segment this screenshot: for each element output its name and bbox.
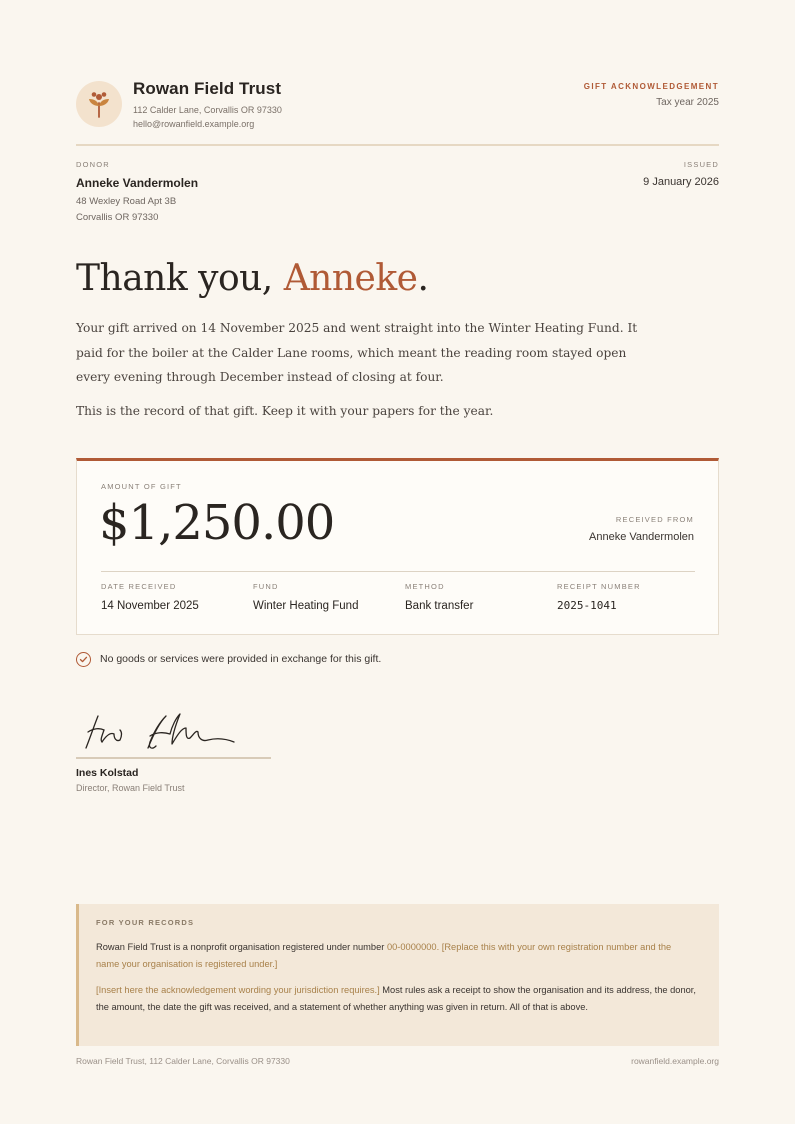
body-paragraph-1: Your gift arrived on 14 November 2025 and went straight into the Winter Heating Fund. It paid for the boiler at the Calder Lane rooms, which meant the reading room stayed open every evening through December instead of closing at four. — [76, 321, 638, 384]
tax-year: Tax year 2025 — [656, 97, 719, 108]
header-divider — [76, 144, 719, 146]
jurisdiction-text: Most rules ask a receipt to show the organisation and its address, the donor, the amount, the date the gift was received, and a statement of whether anything was given in return. All of that is above. — [96, 985, 696, 1012]
handwritten-signature — [78, 706, 238, 754]
thank-you-suffix: . — [417, 258, 429, 299]
detail-receipt-number — [557, 582, 641, 614]
records-paragraph-1 — [96, 939, 697, 972]
received-from-label: RECEIVED FROM — [615, 515, 694, 524]
receipt-page — [76, 0, 719, 1124]
registration-number: 00-0000000. — [386, 942, 440, 952]
detail-value: 14 November 2025 — [101, 600, 199, 612]
thank-you-name: Anneke — [283, 258, 418, 299]
receipt-header — [76, 78, 719, 144]
document-type: GIFT ACKNOWLEDGEMENT — [583, 82, 719, 91]
issued-date: 9 January 2026 — [643, 176, 719, 188]
jurisdiction-placeholder: [Insert here the acknowledgement wording your jurisdiction requires.] — [96, 985, 380, 995]
no-goods-statement — [76, 651, 381, 667]
registration-text: Rowan Field Trust is a nonprofit organisation registered under number — [96, 942, 387, 952]
gift-amount: $1,250.00 — [99, 495, 335, 551]
detail-method — [405, 582, 473, 614]
detail-label: DATE RECEIVED — [101, 582, 177, 591]
detail-date-received — [101, 582, 199, 614]
body-paragraph-2: This is the record of that gift. Keep it with your papers for the year. — [76, 404, 494, 418]
footer-address: Rowan Field Trust, 112 Calder Lane, Corvallis OR 97330 — [76, 1056, 290, 1066]
detail-fund — [253, 582, 358, 614]
detail-label: FUND — [253, 582, 279, 591]
card-divider — [101, 571, 695, 572]
received-from-name: Anneke Vandermolen — [589, 531, 694, 543]
records-label: FOR YOUR RECORDS — [96, 918, 195, 927]
signer-title: Director, Rowan Field Trust — [76, 783, 185, 793]
org-email[interactable]: hello@rowanfield.example.org — [133, 119, 255, 129]
records-box — [76, 904, 719, 1046]
donor-label: DONOR — [76, 160, 110, 169]
registration-placeholder: [Replace this with your own registration number and the name your organisation is registered under.] — [96, 942, 672, 969]
donor-address-line1: 48 Wexley Road Apt 3B — [76, 196, 177, 207]
org-name: Rowan Field Trust — [133, 79, 282, 98]
rowan-branch-icon — [76, 81, 122, 127]
detail-value: 2025-1041 — [557, 599, 617, 612]
detail-value: Bank transfer — [405, 600, 474, 612]
detail-value: Winter Heating Fund — [253, 600, 359, 612]
no-goods-text: No goods or services were provided in exchange for this gift. — [100, 653, 382, 665]
issued-label: ISSUED — [683, 160, 719, 169]
thank-you-prefix: Thank you, — [76, 258, 284, 299]
amount-label: AMOUNT OF GIFT — [101, 482, 182, 491]
signature-line — [76, 757, 271, 759]
check-circle-icon — [76, 652, 91, 667]
org-address: 112 Calder Lane, Corvallis OR 97330 — [133, 105, 282, 115]
donor-address-line2: Corvallis OR 97330 — [76, 212, 159, 223]
donor-name: Anneke Vandermolen — [76, 176, 199, 190]
thank-you-heading — [76, 258, 428, 299]
detail-label: RECEIPT NUMBER — [557, 582, 641, 591]
signer-name: Ines Kolstad — [76, 767, 139, 779]
gift-card — [76, 458, 719, 635]
records-paragraph-2 — [96, 982, 697, 1015]
detail-label: METHOD — [405, 582, 445, 591]
footer-website[interactable]: rowanfield.example.org — [631, 1056, 719, 1066]
